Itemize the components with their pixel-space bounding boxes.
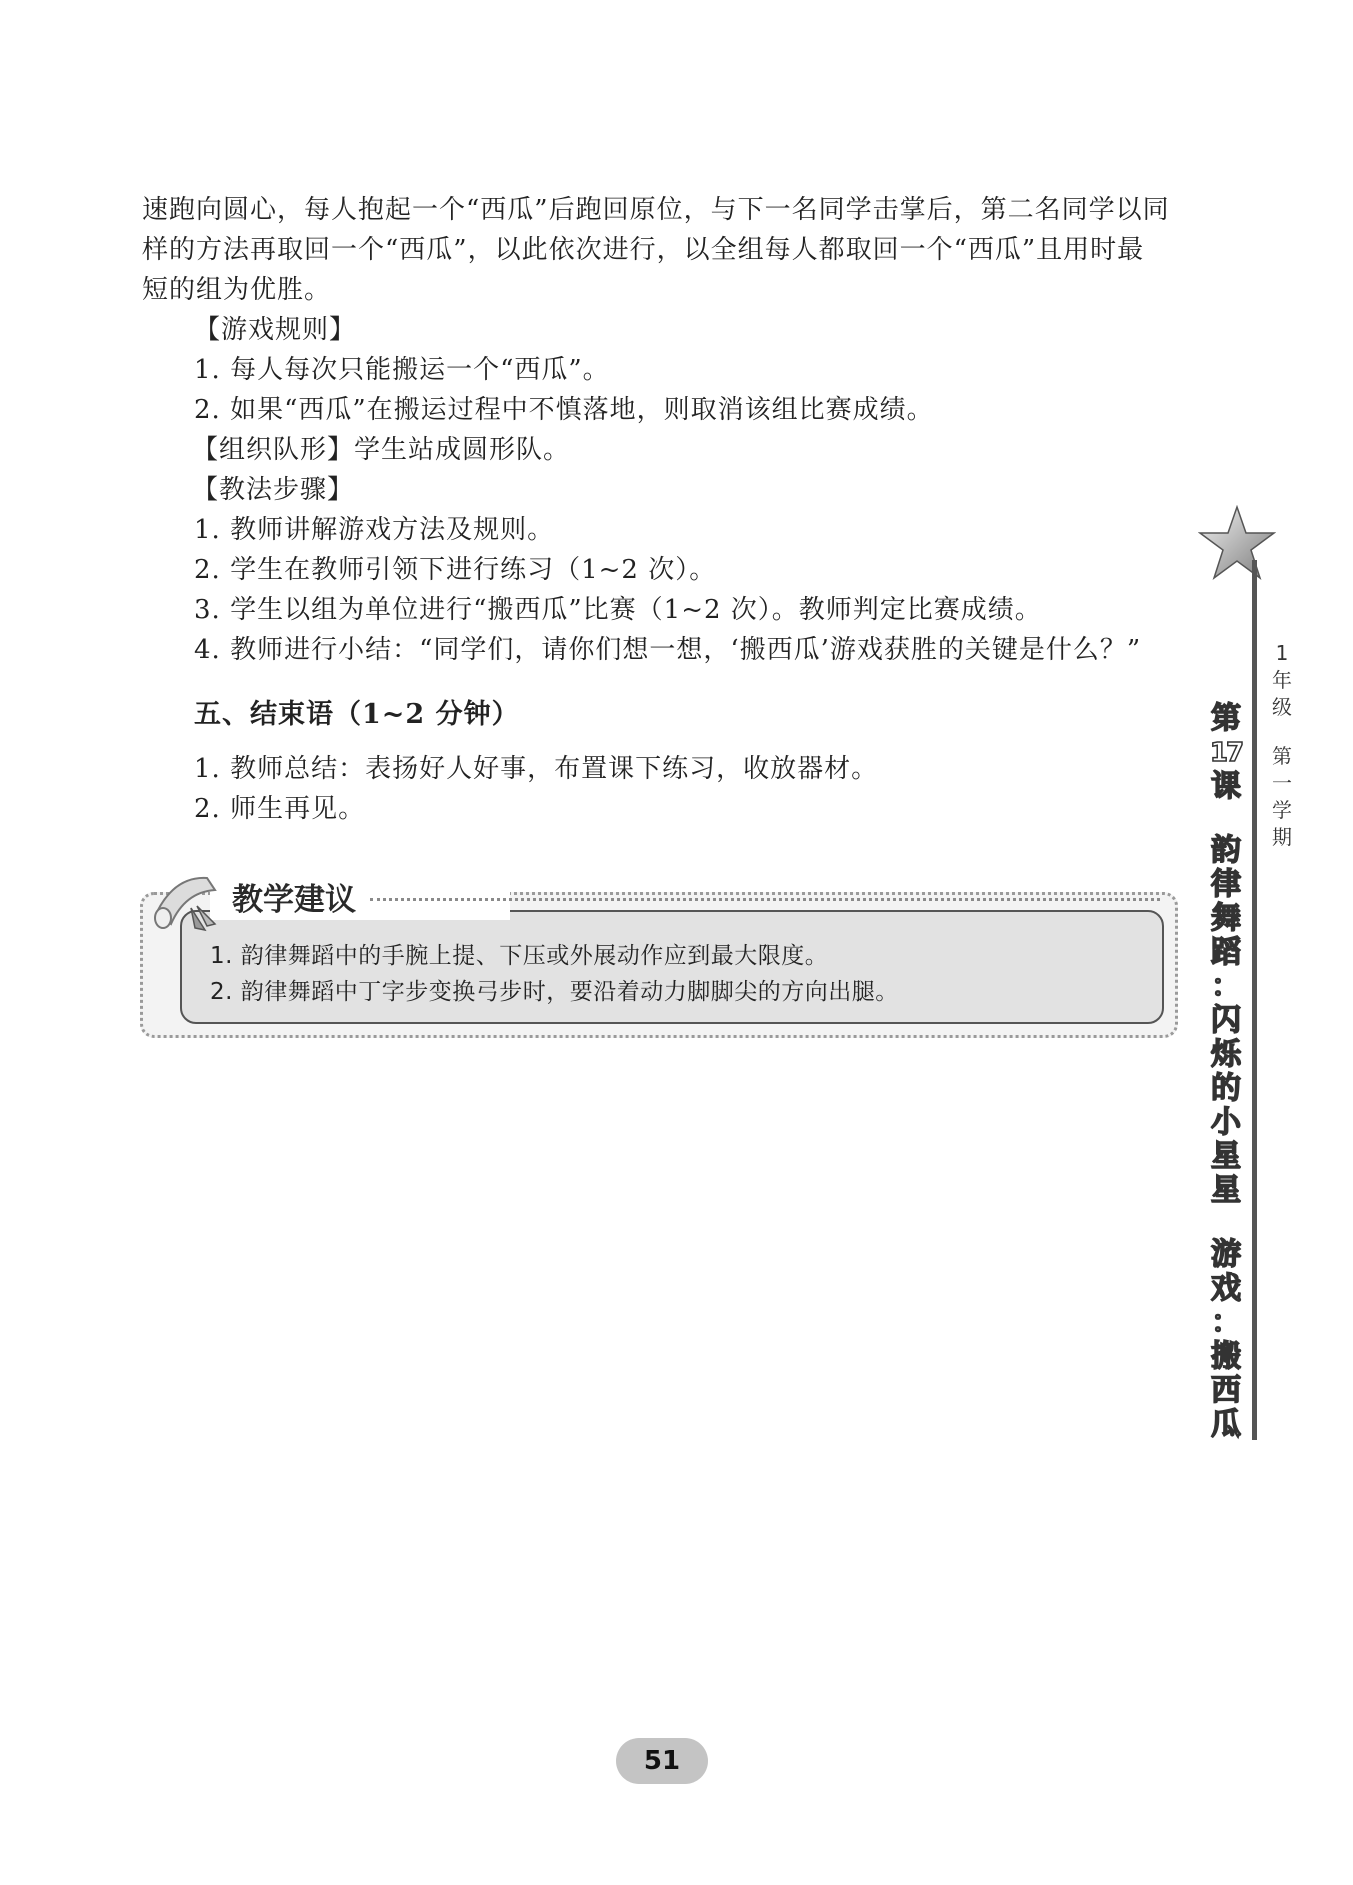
lesson-title-char: 韵 <box>1211 833 1241 868</box>
step-item: 2. 学生在教师引领下进行练习（1~2 次）。 <box>194 555 717 585</box>
game-title-char: 搬 <box>1211 1339 1241 1374</box>
game-title-char: 瓜 <box>1211 1407 1241 1442</box>
section-heading: 五、结束语（1~2 分钟） <box>194 699 520 730</box>
page-number: 51 <box>616 1738 708 1784</box>
rules-title: 【游戏规则】 <box>194 315 357 345</box>
grade-term-label <box>1265 640 1299 851</box>
intro-line: 样的方法再取回一个“西瓜”，以此依次进行，以全组每人都取回一个“西瓜”且用时最 <box>142 235 1145 265</box>
grade-char: 级 <box>1272 695 1292 719</box>
teaching-suggestion-box <box>140 870 1178 1040</box>
term-char: 期 <box>1272 825 1292 849</box>
game-title-char: 西 <box>1211 1373 1241 1408</box>
intro-line: 速跑向圆心，每人抱起一个“西瓜”后跑回原位，与下一名同学击掌后，第二名同学以同 <box>142 195 1170 225</box>
main-content <box>142 190 1182 829</box>
lesson-prefix-char: 课 <box>1211 769 1241 804</box>
rule-item: 1. 每人每次只能搬运一个“西瓜”。 <box>194 355 610 385</box>
lesson-title-char: 的 <box>1211 1071 1241 1106</box>
closing-item: 2. 师生再见。 <box>194 794 366 824</box>
term-char: 学 <box>1272 798 1292 822</box>
lesson-title-char: 星 <box>1211 1139 1241 1174</box>
step-item: 1. 教师讲解游戏方法及规则。 <box>194 515 555 545</box>
lesson-title-char: 律 <box>1211 867 1241 902</box>
grade-char: 1 <box>1275 641 1289 665</box>
step-item: 3. 学生以组为单位进行“搬西瓜”比赛（1~2 次）。教师判定比赛成绩。 <box>194 595 1042 625</box>
intro-line: 短的组为优胜。 <box>142 275 332 305</box>
spacer <box>1206 1208 1246 1238</box>
lesson-title-char: ： <box>1211 969 1241 1004</box>
game-title-char: ： <box>1211 1305 1241 1340</box>
rule-item: 2. 如果“西瓜”在搬运过程中不慎落地，则取消该组比赛成绩。 <box>194 395 934 425</box>
lesson-prefix-char: 第 <box>1211 701 1241 736</box>
tip-dotted-rule <box>370 898 1160 901</box>
formation: 【组织队形】学生站成圆形队。 <box>192 435 571 465</box>
sidebar-rule <box>1252 560 1257 1440</box>
lesson-title-char: 星 <box>1211 1173 1241 1208</box>
lesson-title-char: 闪 <box>1211 1003 1241 1038</box>
game-title-char: 游 <box>1211 1237 1241 1272</box>
spacer <box>1265 721 1299 743</box>
steps-title: 【教法步骤】 <box>192 475 355 505</box>
grade-char: 年 <box>1272 668 1292 692</box>
star-icon <box>1198 505 1276 581</box>
tip-item: 2. 韵律舞蹈中丁字步变换弓步时，要沿着动力脚脚尖的方向出腿。 <box>210 979 899 1005</box>
tip-list <box>210 938 899 1010</box>
lesson-title-char: 烁 <box>1211 1037 1241 1072</box>
closing-item: 1. 教师总结：表扬好人好事，布置课下练习，收放器材。 <box>194 754 879 784</box>
tip-item: 1. 韵律舞蹈中的手腕上提、下压或外展动作应到最大限度。 <box>210 943 829 969</box>
game-title-char: 戏 <box>1211 1271 1241 1306</box>
lesson-title-char: 小 <box>1211 1105 1241 1140</box>
term-char: 一 <box>1272 771 1292 795</box>
lesson-title-char: 蹈 <box>1211 935 1241 970</box>
scroll-icon <box>145 868 235 948</box>
lesson-title-vertical <box>1206 702 1246 1442</box>
term-char: 第 <box>1272 744 1292 768</box>
lesson-title-char: 舞 <box>1211 901 1241 936</box>
step-item: 4. 教师进行小结：“同学们，请你们想一想，‘搬西瓜’游戏获胜的关键是什么？” <box>194 635 1142 665</box>
tip-title: 教学建议 <box>232 882 356 918</box>
spacer <box>1206 804 1246 834</box>
lesson-number: 17 <box>1209 738 1243 768</box>
